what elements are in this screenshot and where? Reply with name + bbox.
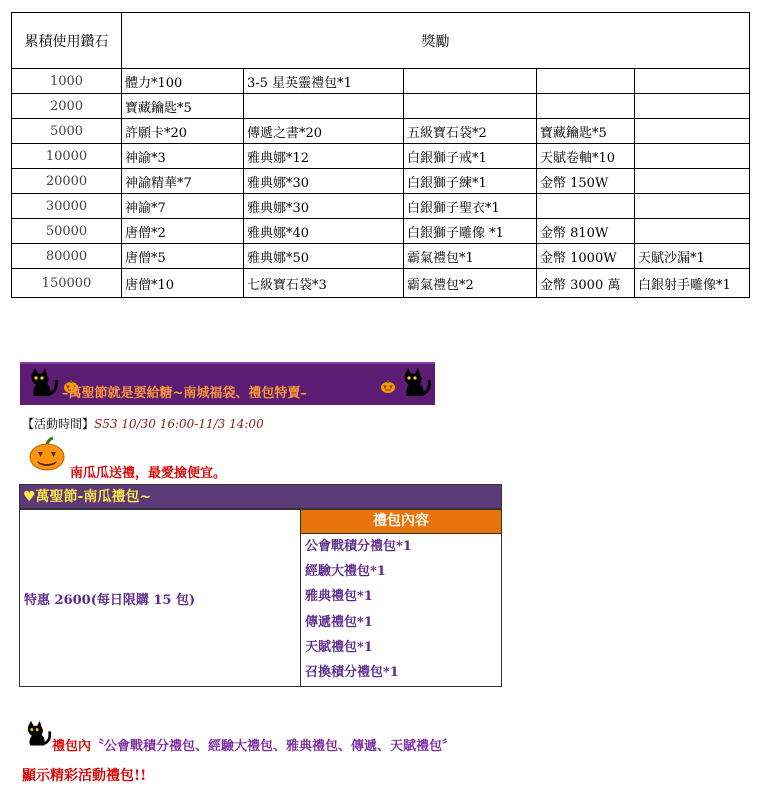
reward-cell: 神諭精華*7	[122, 169, 244, 194]
reward-cell: 雅典娜*40	[244, 219, 404, 244]
bottom-note-prefix: 禮包內	[52, 739, 92, 754]
table-row	[12, 244, 750, 269]
black-cat-icon	[26, 366, 60, 400]
reward-table	[11, 12, 750, 298]
black-cat-icon	[399, 366, 433, 400]
reward-cell: 唐僧*10	[122, 269, 244, 298]
reward-cell: 天賦沙漏*1	[635, 244, 750, 269]
reward-cell	[244, 94, 404, 119]
table-row	[12, 94, 750, 119]
package-item: 經驗大禮包*1	[305, 564, 386, 580]
package-item: 雅典禮包*1	[305, 589, 373, 605]
reward-cell: 3-5 星英靈禮包*1	[244, 69, 404, 94]
pumpkin-icon	[380, 378, 396, 394]
diamond-amount-cell: 10000	[12, 144, 122, 169]
package-header: ♥萬聖節-南瓜禮包~	[19, 484, 502, 509]
table-row	[12, 194, 750, 219]
package-content-header: 禮包內容	[301, 510, 501, 534]
reward-cell: 五級寶石袋*2	[404, 119, 537, 144]
reward-cell: 金幣 1000W	[537, 244, 635, 269]
diamond-amount-cell: 50000	[12, 219, 122, 244]
pumpkin-promo-text: 南瓜瓜送禮，最愛撿便宜。	[70, 466, 227, 481]
reward-cell: 唐僧*5	[122, 244, 244, 269]
event-time	[22, 415, 264, 432]
package-item-list	[305, 536, 412, 687]
package-item: 傳遞禮包*1	[305, 614, 373, 630]
reward-cell: 金幣 810W	[537, 219, 635, 244]
reward-cell: 白銀獅子練*1	[404, 169, 537, 194]
reward-cell: 霸氣禮包*2	[404, 269, 537, 298]
diamond-amount-cell: 1000	[12, 69, 122, 94]
table-row	[12, 119, 750, 144]
package-item: 天賦禮包*1	[305, 639, 373, 655]
reward-cell: 白銀獅子雕像 *1	[404, 219, 537, 244]
reward-cell: 白銀獅子聖衣*1	[404, 194, 537, 219]
reward-cell	[635, 219, 750, 244]
reward-cell	[635, 119, 750, 144]
reward-cell: 唐僧*2	[122, 219, 244, 244]
reward-cell: 霸氣禮包*1	[404, 244, 537, 269]
reward-cell	[404, 94, 537, 119]
table-row	[12, 169, 750, 194]
reward-cell: 白銀獅子戒*1	[404, 144, 537, 169]
event-time-label: 【活動時間】	[22, 417, 95, 431]
header-accumulated-diamonds: 累積使用鑽石	[12, 13, 122, 69]
reward-cell: 神諭*7	[122, 194, 244, 219]
reward-cell: 寶藏鑰匙*5	[122, 94, 244, 119]
reward-cell	[635, 144, 750, 169]
reward-cell: 許願卡*20	[122, 119, 244, 144]
reward-cell: 體力*100	[122, 69, 244, 94]
reward-cell: 雅典娜*30	[244, 169, 404, 194]
reward-cell: 傳遞之書*20	[244, 119, 404, 144]
black-cat-icon	[23, 719, 53, 749]
package-item: 召換積分禮包*1	[305, 664, 399, 680]
reward-cell	[537, 194, 635, 219]
event-time-value: S53 10/30 16:00-11/3 14:00	[94, 417, 264, 431]
diamond-amount-cell: 150000	[12, 269, 122, 298]
table-row	[12, 269, 750, 298]
package-price: 特惠 2600(每日限購 15 包)	[24, 593, 196, 608]
table-row	[12, 144, 750, 169]
banner-title: –萬聖節就是要給糖~南城福袋、禮包特賣–	[62, 386, 307, 401]
reward-cell: 天賦卷軸*10	[537, 144, 635, 169]
reward-cell	[635, 194, 750, 219]
jack-o-lantern-icon	[28, 436, 66, 472]
reward-cell	[537, 69, 635, 94]
reward-cell: 雅典娜*12	[244, 144, 404, 169]
reward-cell: 神諭*3	[122, 144, 244, 169]
bottom-note-body: 〝公會戰積分禮包、經驗大禮包、雅典禮包、傳遞、天賦禮包〞	[91, 739, 456, 754]
reward-cell	[635, 169, 750, 194]
header-rewards: 獎勵	[122, 13, 750, 69]
bottom-note	[52, 735, 455, 754]
diamond-amount-cell: 20000	[12, 169, 122, 194]
diamond-amount-cell: 2000	[12, 94, 122, 119]
package-divider	[300, 509, 301, 687]
diamond-amount-cell: 30000	[12, 194, 122, 219]
reward-cell	[635, 69, 750, 94]
reward-cell: 金幣 150W	[537, 169, 635, 194]
diamond-amount-cell: 5000	[12, 119, 122, 144]
bottom-highlight: 顯示精彩活動禮包!!	[22, 768, 147, 784]
reward-cell	[404, 69, 537, 94]
reward-cell: 雅典娜*50	[244, 244, 404, 269]
reward-cell: 雅典娜*30	[244, 194, 404, 219]
table-row	[12, 219, 750, 244]
reward-cell: 七級寶石袋*3	[244, 269, 404, 298]
package-item: 公會戰積分禮包*1	[305, 539, 412, 554]
reward-cell	[635, 94, 750, 119]
reward-cell: 寶藏鑰匙*5	[537, 119, 635, 144]
reward-cell: 白銀射手雕像*1	[635, 269, 750, 298]
diamond-amount-cell: 80000	[12, 244, 122, 269]
table-row	[12, 69, 750, 94]
reward-cell: 金幣 3000 萬	[537, 269, 635, 298]
reward-cell	[537, 94, 635, 119]
